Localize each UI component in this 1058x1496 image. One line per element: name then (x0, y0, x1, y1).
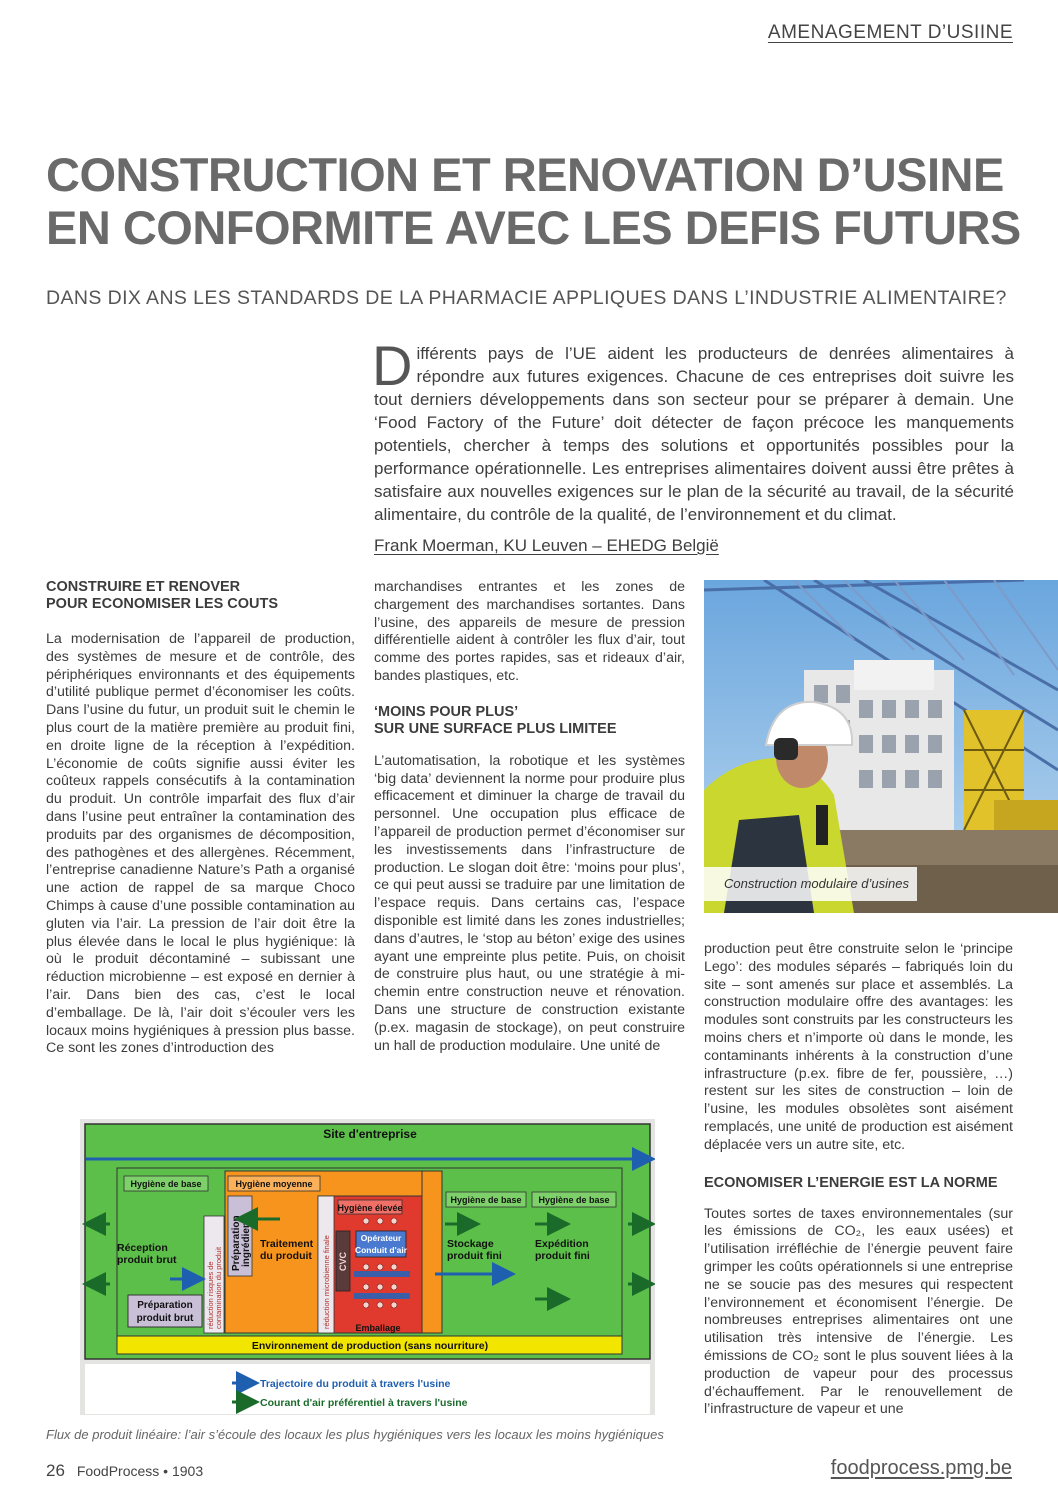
section1-heading-line1: CONSTRUIRE ET RENOVER (46, 579, 241, 595)
footer-left (46, 1461, 203, 1481)
hygiene-zoning-diagram (80, 1119, 655, 1415)
section2-heading (374, 704, 685, 738)
traitement-label-2: du produit (260, 1250, 312, 1262)
traitement-label-1: Traitement (260, 1238, 314, 1250)
section1-heading (46, 579, 355, 613)
prep-ingredients-label-2: ingrédients (241, 1213, 252, 1267)
page-number: 26 (46, 1461, 65, 1480)
stockage-label-1: Stockage (447, 1238, 494, 1250)
operateur-label: Opérateur (360, 1233, 402, 1243)
intro-paragraph (372, 334, 1014, 526)
construction-photo-illustration (704, 580, 1058, 913)
column-2 (374, 579, 685, 1055)
prep-brut-label-2: produit brut (136, 1313, 194, 1324)
section2-body-continued: production peut être construite selon le ‘principe Lego’: des modules séparés – fabriqués loin du site – sont amenés sur place et assemblés. La construction modulaire offre des avantages: les modules sont construits par les constructeurs les moins chers et n’importe où dans le monde, les contaminants inhérents à la construction d’une infrastructure (p.ex. fibre de fer, poussière, …) restent sur les sites de construction – loin de l’usine, les modules obsolètes sont aisément remplacés, une unité de production est aisément déplacée vers un autre site, etc. (704, 941, 1013, 1153)
environment-label: Environnement de production (sans nourriture) (251, 1340, 489, 1352)
section2-heading-line2: SUR UNE SURFACE PLUS LIMITEE (374, 720, 617, 737)
article-subtitle: DANS DIX ANS LES STANDARDS DE LA PHARMACIE APPLIQUES DANS L’INDUSTRIE ALIMENTAIRE? (46, 287, 1007, 309)
legend-air-label: Courant d'air préférentiel à travers l'usine (260, 1397, 468, 1409)
article-title-line1: CONSTRUCTION ET RENOVATION D’USINE (46, 148, 1004, 201)
section1-heading-line2: POUR ECONOMISER LES COUTS (46, 596, 279, 612)
zone-base-right2-label: Hygiène de base (538, 1195, 610, 1205)
author-byline: Frank Moerman, KU Leuven – EHEDG België (374, 536, 719, 555)
section2-heading-line1: ‘MOINS POUR PLUS’ (374, 703, 519, 720)
section3-body: Toutes sortes de taxes environnementales (sur les émissions de CO₂, les eaux usées) et l’utilisation irréfléchie de l’énergie peuvent faire grimper les coûts opérationnels si une entreprise ne se soucie pas des mesures qui respectent l’environnement et économisent l’énergie. De nombreuses entreprises alimentaires ont une utilisation très intensive de l’énergie. Les émissions de CO₂ sont le plus souvent liées à la production de vapeur pour des processus d’échauffement. Par le renouvellement de l’infrastructure de vapeur et une (704, 1205, 1013, 1418)
stockage-label-2: produit fini (447, 1250, 502, 1262)
reduction-microbienne-label: réduction microbienne finale (322, 1235, 331, 1329)
conduit-air-label: Conduit d'air (354, 1245, 408, 1255)
intro-text: ifférents pays de l’UE aident les producteurs de denrées alimentaires à répondre aux futures exigences. Chacune de ces entreprises doit suivre les tout derniers développements dans son secteur pour se préparer à demain. Une ‘Food Factory of the Future’ doit détecter de façon précoce les manquements potentiels, chercher à temps des solutions et opportunités possibles pour la performance opérationnelle. Les entreprises alimentaires doivent aussi être prêtes à satisfaire aux nouvelles exigences sur le plan de la sécurité au travail, de la sécurité alimentaire, du contrôle de la qualité, de l’environnement et du climat. (374, 344, 1014, 524)
zone-base-right1-label: Hygiène de base (450, 1195, 522, 1205)
prep-brut-label-1: Préparation (137, 1300, 193, 1311)
dropcap: D (372, 334, 413, 397)
photo-caption: Construction modulaire d’usines (704, 867, 917, 901)
zone-base-left-label: Hygiène de base (130, 1179, 202, 1189)
article-title-line2: EN CONFORMITE AVEC LES DEFIS FUTURS (46, 201, 1021, 254)
section1-body: La modernisation de l’appareil de production, des systèmes de mesure et de contrôle, des périphériques environnants et des équipements d’utilité publique permet d’économiser les coûts. Dans l’usine du futur, un produit suit le chemin le plus court de la matière première au produit fini, en droite ligne de la réception à l’expédition. L’économie de coûts signifie aussi éviter les coûteux rappels consécutifs à la contamination du produit. Un contrôle imparfait des flux d’air dans l’usine peut entraîner la contamination des produits par des organismes de décomposition, des pathogènes et des allergènes. Récemment, l’entreprise canadienne Nature’s Path a organisé une action de rappel de sa marque Choco Chimps à cause d’une possible contamination au gluten via l’air. La pression de l’air doit être la plus élevée dans le local le plus hygiénique: là où le produit décontaminé – subissant une réduction microbienne – est exposé en dernier à l’air. Dans bien des cas, c’est le local d’emballage. De là, l’air doit s’écouler vers les locaux moins hygiéniques à pression plus basse. Ce sont les zones d’introduction des (46, 631, 355, 1057)
column-1 (46, 579, 355, 1058)
zone-medium-label: Hygiène moyenne (235, 1179, 313, 1189)
emballage-label: Emballage (355, 1323, 401, 1333)
reduction-risques-label-1: réduction risques de (206, 1261, 215, 1329)
expedition-label-2: produit fini (535, 1250, 590, 1262)
publication-name: FoodProcess • 1903 (76, 1463, 204, 1479)
section1-body-continued: marchandises entrantes et les zones de chargement des marchandises sortantes. Dans l’usine, des appareils de mesure de pression différentielle aident à contrôler les flux d’air, tout comme des portes rapides, sas et rideaux d’air, bandes plastiques, etc. (374, 579, 685, 684)
diagram-caption: Flux de produit linéaire: l’air s’écoule des locaux les plus hygiéniques vers les locaux les moins hygiéniques (46, 1427, 664, 1442)
diagram-title: Site d'entreprise (323, 1127, 417, 1141)
footer-url[interactable]: foodprocess.pmg.be (830, 1457, 1012, 1479)
section3-heading: ECONOMISER L’ENERGIE EST LA NORME (704, 1174, 998, 1191)
expedition-label-1: Expédition (535, 1238, 589, 1250)
prep-ingredients-label-1: Préparation (231, 1215, 242, 1271)
legend-product-label: Trajectoire du produit à travers l'usine (260, 1378, 451, 1390)
column-3 (704, 941, 1013, 1419)
zone-high-label: Hygiène élevée (337, 1203, 403, 1213)
reception-label-1: Réception (117, 1242, 168, 1254)
section-tag: AMENAGEMENT D’USIINE (767, 22, 1013, 43)
reception-label-2: produit brut (117, 1254, 177, 1266)
article-title (46, 148, 1026, 254)
reduction-risques-label-2: contamination du produit (214, 1246, 223, 1329)
construction-photo (704, 580, 1058, 913)
section2-body: L’automatisation, la robotique et les systèmes ‘big data’ deviennent la norme pour produire plus efficacement et diminuer la charge de travail du personnel. Une occupation plus efficace de l’appareil de production permet d’économiser sur les investissements dans l’infrastructure de production. Le slogan doit être: ‘moins pour plus’, ce qui peut aussi se traduire par une limitation de l’espace requis. Dans certains cas, l’espace disponible est limité dans les zones industrielles; dans d’autres, le ‘stop au béton’ exige des usines ayant une empreinte plus petite. Puis, on choisit de construire plus haut, ou une stratégie à mi-chemin entre construction neuve et rénovation. Dans une structure de construction existante (p.ex. magasin de stockage), on peut construire un hall de production modulaire. Une unité de (374, 752, 685, 1054)
cvc-label: CVC (338, 1251, 348, 1271)
